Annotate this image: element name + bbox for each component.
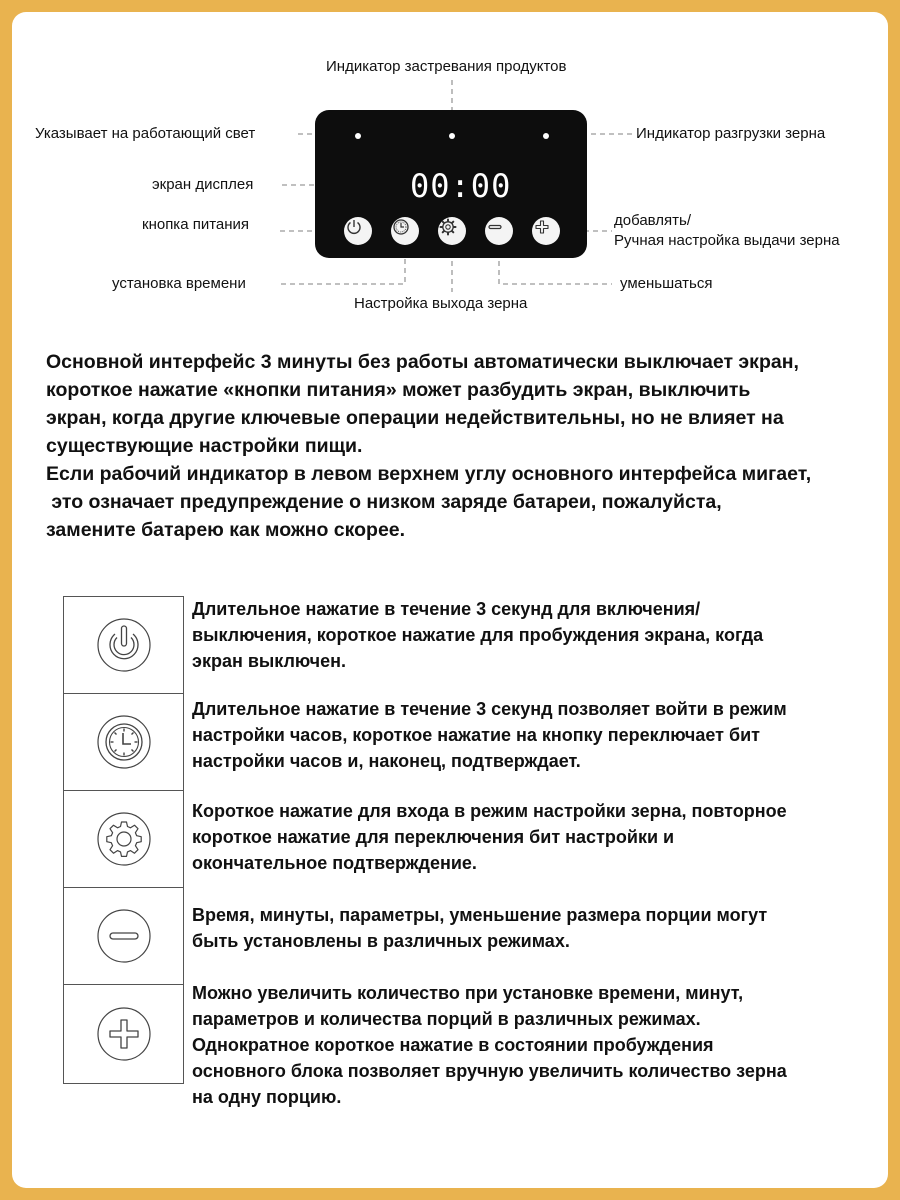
desc-line: Длительное нажатие в течение 3 секунд для включения/ — [192, 599, 701, 619]
desc-line: быть установлены в различных режимах. — [192, 931, 570, 951]
label-add-line2: Ручная настройка выдачи зерна — [614, 232, 840, 249]
clock-icon — [96, 714, 152, 770]
control-panel-diagram — [0, 0, 900, 320]
table-cell-gear — [64, 791, 183, 888]
table-cell-plus — [64, 985, 183, 1083]
label-add-line1: добавлять/ — [614, 212, 692, 229]
time-setting-button[interactable] — [391, 217, 419, 245]
desc-line: параметров и количества порций в различных режимах. — [192, 1009, 701, 1029]
desc-minus-button — [192, 902, 872, 954]
minus-icon — [96, 908, 152, 964]
button-icon-table — [63, 596, 184, 1084]
gear-icon — [438, 217, 458, 237]
power-icon — [96, 617, 152, 673]
plus-icon — [96, 1006, 152, 1062]
gear-icon — [96, 811, 152, 867]
label-working-light: Указывает на работающий свет — [35, 125, 256, 142]
label-decrease: уменьшаться — [620, 275, 713, 292]
desc-line: настройки часов и, наконец, подтверждает. — [192, 751, 581, 771]
plus-icon — [532, 217, 552, 237]
desc-gear-button — [192, 798, 872, 876]
intro-line: экран, когда другие ключевые операции недействительны, но не влияет на — [46, 407, 784, 429]
desc-line: на одну порцию. — [192, 1087, 342, 1107]
intro-line: замените батарею как можно скорее. — [46, 519, 406, 541]
power-icon — [344, 217, 364, 237]
working-light-indicator — [355, 133, 361, 139]
clock-icon — [391, 217, 411, 237]
table-cell-clock — [64, 694, 183, 791]
desc-plus-button — [192, 980, 872, 1110]
unload-indicator-light — [543, 133, 549, 139]
label-time-setting: установка времени — [112, 275, 246, 292]
desc-line: основного блока позволяет вручную увеличить количество зерна — [192, 1061, 787, 1081]
desc-line: Однократное короткое нажатие в состоянии пробуждения — [192, 1035, 714, 1055]
desc-clock-button — [192, 696, 872, 774]
desc-line: Длительное нажатие в течение 3 секунд позволяет войти в режим — [192, 699, 787, 719]
intro-line: Если рабочий индикатор в левом верхнем углу основного интерфейса мигает, — [46, 463, 812, 485]
table-cell-minus — [64, 888, 183, 985]
desc-line: короткое нажатие для переключения бит настройки и — [192, 827, 675, 847]
table-cell-power — [64, 597, 183, 694]
stuck-indicator-light — [449, 133, 455, 139]
intro-line: Основной интерфейс 3 минуты без работы автоматически выключает экран, — [46, 351, 799, 373]
intro-paragraph — [46, 348, 886, 544]
display-screen: 00:00 — [410, 167, 512, 205]
decrease-button[interactable] — [485, 217, 513, 245]
label-unload-indicator: Индикатор разгрузки зерна — [636, 125, 826, 142]
label-power-button: кнопка питания — [142, 216, 250, 233]
grain-setting-button[interactable] — [438, 217, 466, 245]
desc-line: окончательное подтверждение. — [192, 853, 477, 873]
desc-line: настройки часов, короткое нажатие на кнопку переключает бит — [192, 725, 760, 745]
intro-line: короткое нажатие «кнопки питания» может разбудить экран, выключить — [46, 379, 751, 401]
label-stuck-indicator: Индикатор застревания продуктов — [326, 58, 567, 75]
desc-line: Короткое нажатие для входа в режим настройки зерна, повторное — [192, 801, 787, 821]
desc-line: экран выключен. — [192, 651, 346, 671]
desc-line: Можно увеличить количество при установке времени, минут, — [192, 983, 744, 1003]
control-panel — [315, 110, 587, 258]
intro-line: это означает предупреждение о низком заряде батареи, пожалуйста, — [46, 491, 722, 513]
increase-button[interactable] — [532, 217, 560, 245]
desc-line: Время, минуты, параметры, уменьшение размера порции могут — [192, 905, 768, 925]
desc-line: выключения, короткое нажатие для пробуждения экрана, когда — [192, 625, 764, 645]
power-button[interactable] — [344, 217, 372, 245]
label-grain-output: Настройка выхода зерна — [354, 295, 528, 312]
intro-line: существующие настройки пищи. — [46, 435, 363, 457]
desc-power-button — [192, 596, 872, 674]
label-display-screen: экран дисплея — [152, 176, 254, 193]
minus-icon — [485, 217, 505, 237]
